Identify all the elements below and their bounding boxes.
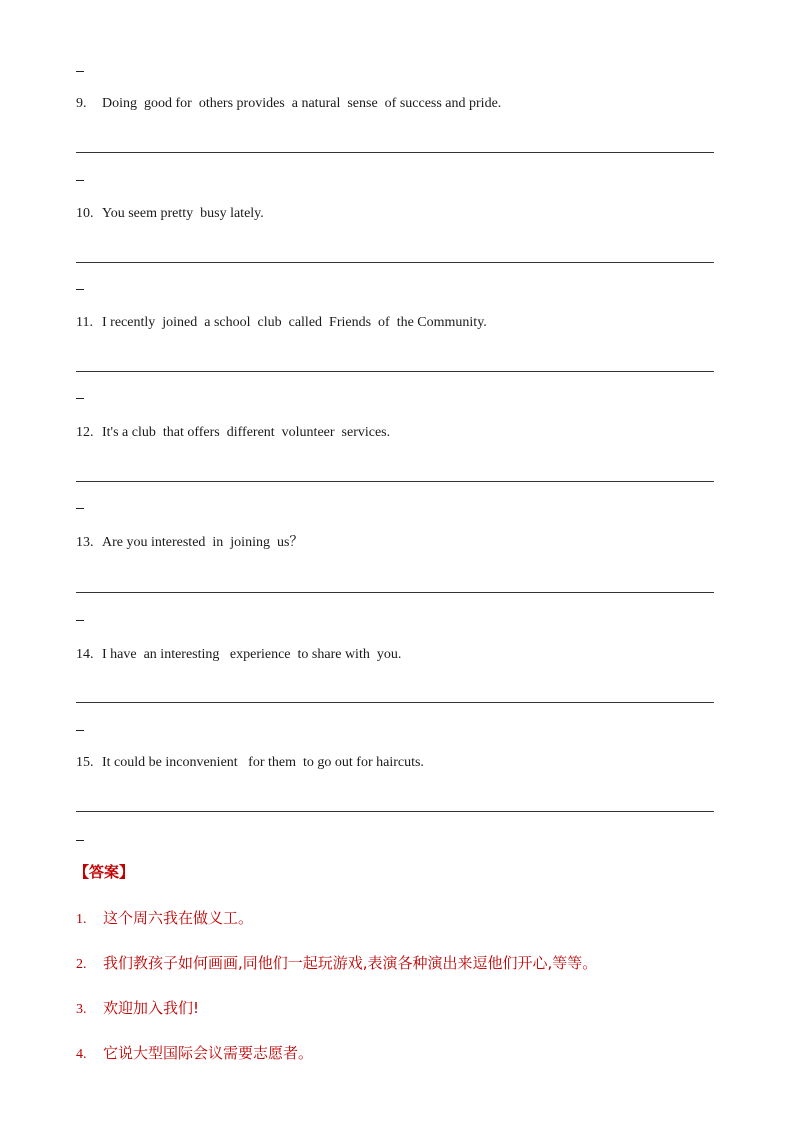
question-text: I have an interesting experience to share with you. [102, 647, 402, 662]
question-text: You seem pretty busy lately. [102, 206, 264, 221]
question-number: 12. [76, 425, 94, 440]
question-number: 9. [76, 96, 87, 111]
answer-2 [76, 953, 597, 975]
question-10 [76, 205, 264, 223]
answer-text: 这个周六我在做义工。 [103, 909, 254, 927]
question-14 [76, 646, 401, 664]
blank-dash [76, 289, 84, 290]
question-text: It's a club that offers different volunteer services. [102, 425, 391, 440]
question-number: 13. [76, 535, 94, 550]
question-text: It could be inconvenient for them to go out for haircuts. [102, 755, 424, 770]
question-13 [76, 534, 303, 552]
blank-dash [76, 840, 84, 841]
blank-dash [76, 71, 84, 72]
question-text: I recently joined a school club called Friends of the Community. [102, 315, 487, 330]
blank-dash [76, 398, 84, 399]
answer-text: 它说大型国际会议需要志愿者。 [103, 1044, 314, 1062]
answer-text: 欢迎加入我们! [103, 999, 200, 1017]
answer-3 [76, 998, 199, 1020]
answer-4 [76, 1043, 313, 1065]
blank-dash [76, 180, 84, 181]
answer-line[interactable] [76, 811, 714, 812]
question-number: 14. [76, 647, 94, 662]
blank-dash [76, 620, 84, 621]
answer-number: 1. [76, 912, 87, 927]
question-15 [76, 754, 424, 772]
answer-line[interactable] [76, 371, 714, 372]
answer-1 [76, 908, 253, 930]
answer-number: 3. [76, 1002, 87, 1017]
question-text: Are you interested in joining us？ [102, 535, 304, 550]
question-11 [76, 314, 487, 332]
question-text: Doing good for others provides a natural sense of success and pride. [102, 96, 502, 111]
answer-number: 4. [76, 1047, 87, 1062]
question-number: 15. [76, 755, 94, 770]
answer-number: 2. [76, 957, 87, 972]
answer-line[interactable] [76, 592, 714, 593]
blank-dash [76, 730, 84, 731]
answer-line[interactable] [76, 152, 714, 153]
question-number: 11. [76, 315, 93, 330]
answer-header: 【答案】 [74, 863, 135, 881]
question-number: 10. [76, 206, 94, 221]
answer-line[interactable] [76, 262, 714, 263]
answer-text: 我们教孩子如何画画,同他们一起玩游戏,表演各种演出来逗他们开心,等等。 [103, 954, 598, 972]
question-12 [76, 424, 390, 442]
answer-line[interactable] [76, 702, 714, 703]
answer-line[interactable] [76, 481, 714, 482]
question-9 [76, 95, 501, 113]
blank-dash [76, 508, 84, 509]
